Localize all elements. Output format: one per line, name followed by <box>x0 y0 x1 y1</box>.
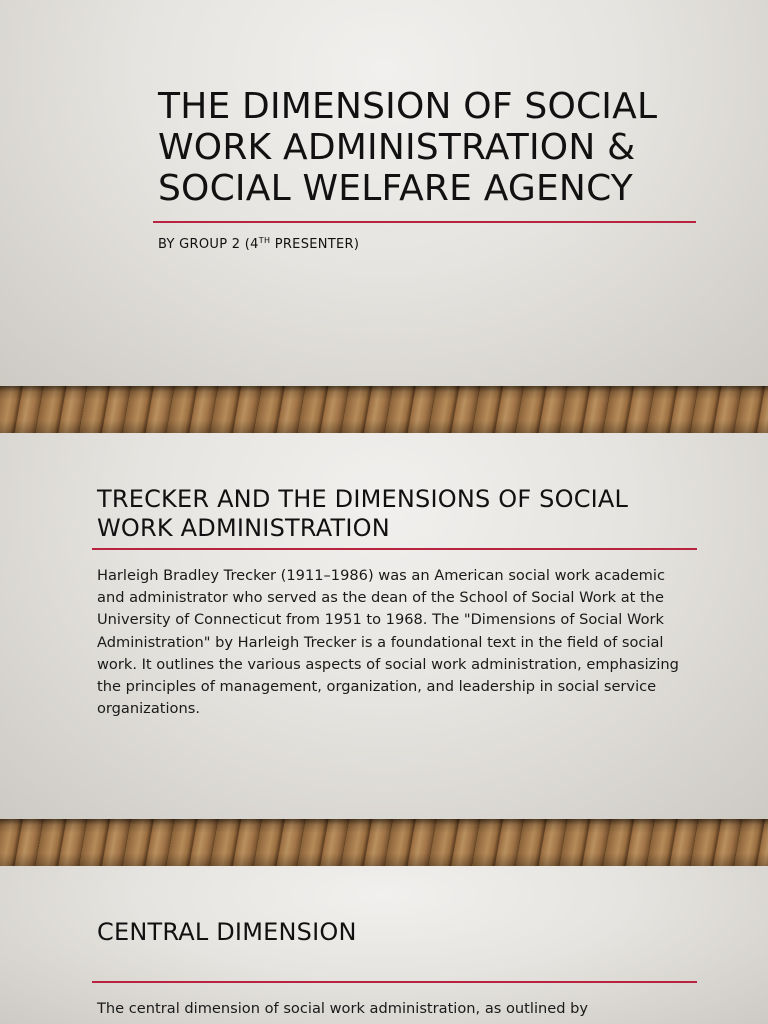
subtitle-suffix: PRESENTER) <box>270 237 360 252</box>
central-dimension-slide <box>0 866 768 1024</box>
wood-floor-divider <box>0 386 768 433</box>
presentation-title: THE DIMENSION OF SOCIAL WORK ADMINISTRATION & SOCIAL WELFARE AGENCY <box>158 86 658 209</box>
subtitle-ordinal-suffix: TH <box>258 236 271 245</box>
slide-body-text: Harleigh Bradley Trecker (1911–1986) was an American social work academic and administrator who served as the dean of the School of Social Work at the University of Connecticut from 1951 to 1968. The "Dimensions of Social Work Administration" by Harleigh Trecker is a foundational text in the field of social work. It outlines the various aspects of social work administration, emphasizing the principles of management, organization, and leadership in social service organizations. <box>97 567 679 718</box>
title-divider <box>153 221 696 223</box>
slide-heading: CENTRAL DIMENSION <box>97 918 357 946</box>
title-slide <box>0 0 768 386</box>
slide-heading: TRECKER AND THE DIMENSIONS OF SOCIAL WORK ADMINISTRATION <box>97 485 629 542</box>
presenter-subtitle <box>158 232 359 254</box>
trecker-slide <box>0 433 768 819</box>
wood-floor-divider <box>0 819 768 866</box>
heading-divider <box>92 981 697 983</box>
heading-divider <box>92 548 697 550</box>
slide-body-text: The central dimension of social work administration, as outlined by <box>97 1000 589 1017</box>
subtitle-prefix: BY GROUP 2 (4 <box>158 237 259 252</box>
